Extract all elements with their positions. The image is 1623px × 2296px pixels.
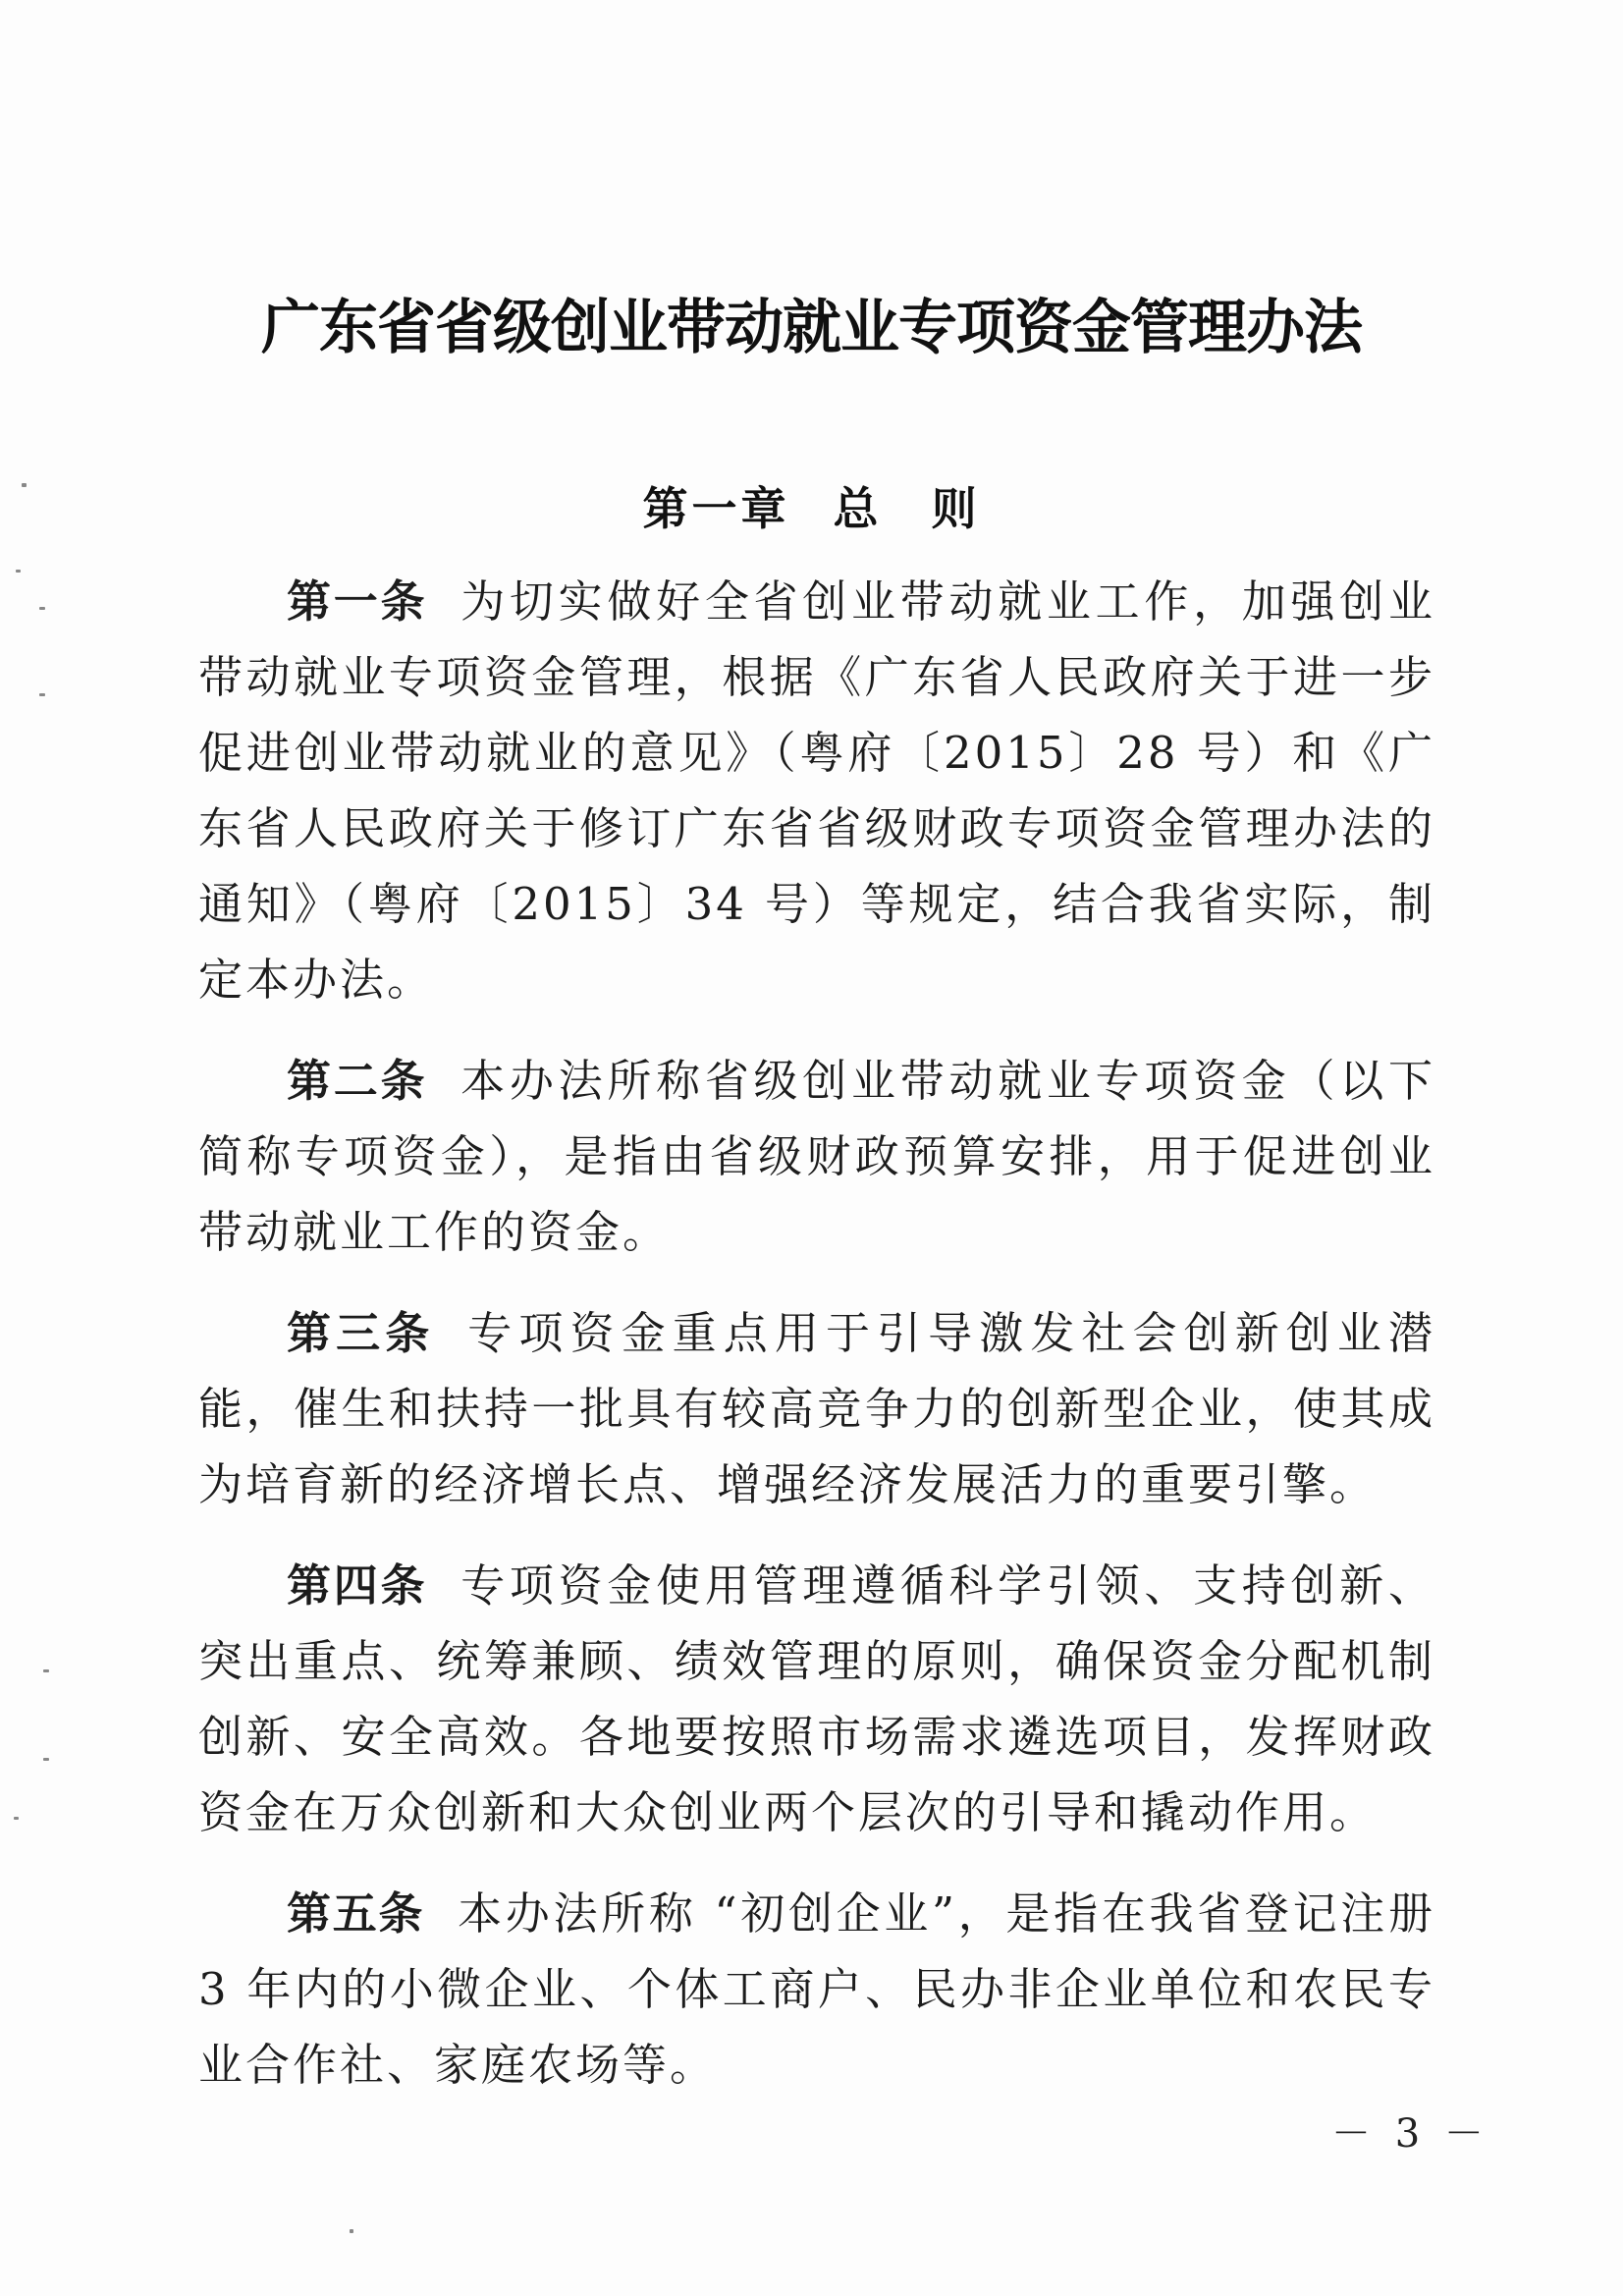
scan-speck (43, 1758, 49, 1761)
article-text: 专项资金重点用于引导激发社会创新创业潜能，催生和扶持一批具有较高竞争力的创新型企业，使其成为培育新的经济增长点、增强经济发展活力的重要引擎。 (198, 1307, 1435, 1510)
article-label: 第五条 (287, 1887, 425, 1940)
article-label: 第三条 (287, 1307, 435, 1359)
chapter-heading (0, 479, 1623, 538)
article-text: 专项资金使用管理遵循科学引领、支持创新、突出重点、统筹兼顾、绩效管理的原则，确保资金分配机制创新、安全高效。各地要按照市场需求遴选项目，发挥财政资金在万众创新和大众创业两个层次的引导和撬动作用。 (198, 1559, 1435, 1838)
article-label: 第一条 (287, 575, 428, 628)
scan-speck (39, 607, 45, 610)
article-1 (198, 564, 1435, 1017)
page-number: － 3 － (1331, 2111, 1489, 2157)
scan-speck (14, 1817, 19, 1820)
article-4 (198, 1548, 1435, 1850)
article-text: 本办法所称省级创业带动就业专项资金（以下简称专项资金），是指由省级财政预算安排，用于促进创业带动就业工作的资金。 (198, 1055, 1435, 1258)
chapter-number: 第一章 (642, 482, 790, 535)
article-3 (198, 1295, 1435, 1522)
scan-speck (39, 693, 45, 696)
article-2 (198, 1043, 1435, 1270)
chapter-name: 总 则 (833, 482, 981, 535)
scan-speck (43, 1669, 49, 1672)
document-title: 广东省省级创业带动就业专项资金管理办法 (261, 294, 1362, 363)
scan-speck (350, 2229, 353, 2233)
document-body (198, 564, 1435, 2128)
article-5 (198, 1876, 1435, 2103)
article-label: 第二条 (287, 1055, 428, 1107)
article-label: 第四条 (287, 1559, 428, 1612)
article-text: 为切实做好全省创业带动就业工作，加强创业带动就业专项资金管理，根据《广东省人民政府关于进一步促进创业带动就业的意见》（粤府〔2015〕28 号）和《广东省人民政府关于修订广东省省级财政专项资金管理办法的通知》（粤府〔2015〕34 号）等规定，结合我省实际，制定本办法。 (198, 575, 1435, 1006)
article-text: 本办法所称 “初创企业”，是指在我省登记注册 3 年内的小微企业、个体工商户、民办非企业单位和农民专业合作社、家庭农场等。 (198, 1887, 1435, 2091)
scan-speck (16, 570, 21, 573)
